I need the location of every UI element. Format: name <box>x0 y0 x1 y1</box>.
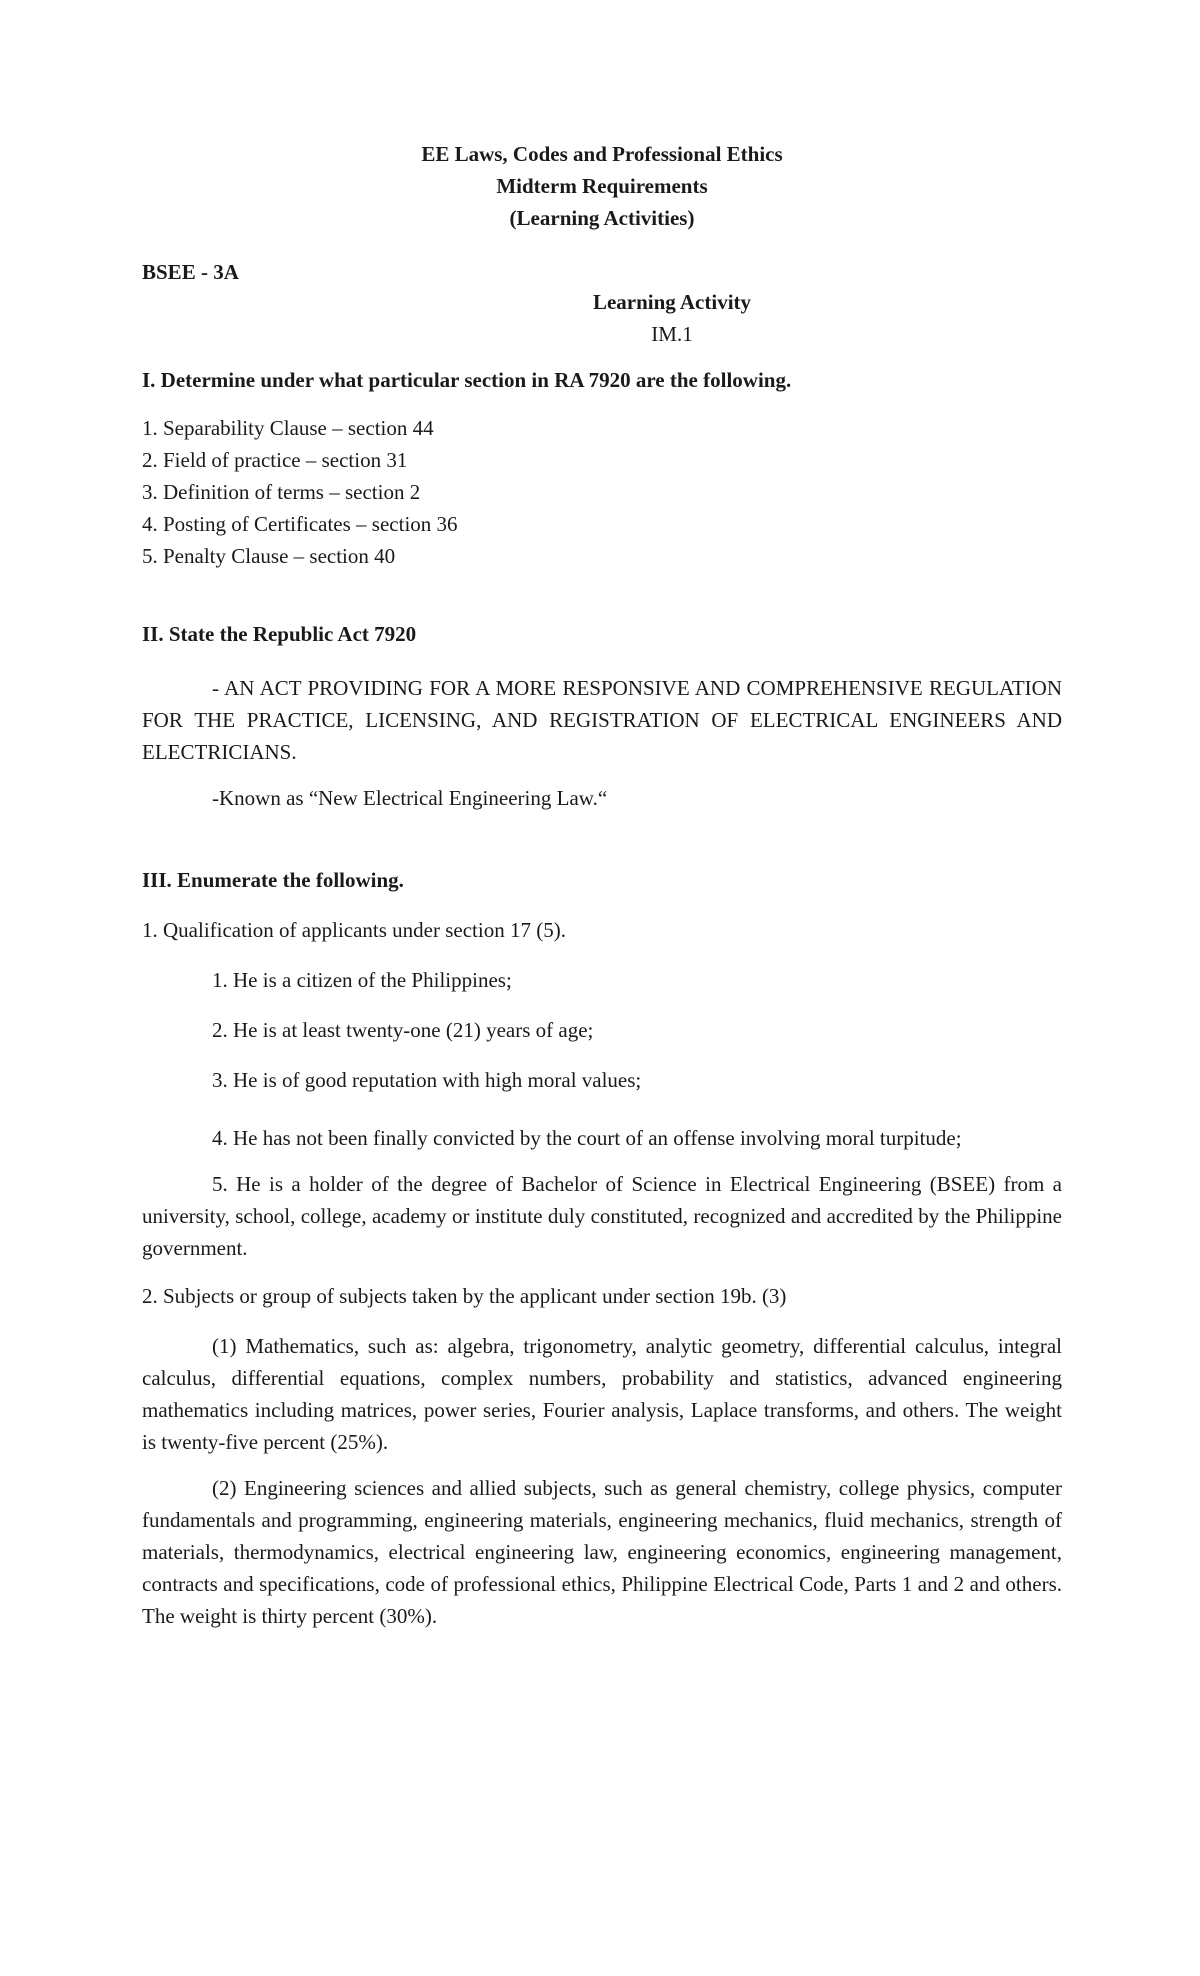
doc-subtitle: Midterm Requirements <box>496 174 708 198</box>
doc-subtitle-2: (Learning Activities) <box>509 206 695 230</box>
list-item: 3. He is of good reputation with high moral values; <box>212 1068 642 1092</box>
part1-heading: I. Determine under what particular section in RA 7920 are the following. <box>142 368 792 392</box>
list-item: 3. Definition of terms – section 2 <box>142 480 421 504</box>
list-item: 1. Separability Clause – section 44 <box>142 416 434 440</box>
q1-list <box>142 964 1062 1264</box>
section-label: BSEE - 3A <box>142 260 239 284</box>
ra-statement: - AN ACT PROVIDING FOR A MORE RESPONSIVE AND COMPREHENSIVE REGULATION FOR THE PRACTICE, LICENSING, AND REGISTRATION OF ELECTRICAL ENGINEERS AND ELECTRICIANS. <box>142 676 1062 764</box>
list-item: 4. He has not been finally convicted by the court of an offense involving moral turpitude; <box>212 1126 962 1150</box>
list-item: 1. He is a citizen of the Philippines; <box>212 968 512 992</box>
activity-code: IM.1 <box>651 322 693 346</box>
part3-heading: III. Enumerate the following. <box>142 868 404 892</box>
known-as: -Known as “New Electrical Engineering Law.“ <box>212 786 608 810</box>
activity-title: Learning Activity <box>592 290 752 314</box>
document-content <box>142 138 1062 1632</box>
doc-title: EE Laws, Codes and Professional Ethics <box>421 142 783 166</box>
list-item: 2. Field of practice – section 31 <box>142 448 408 472</box>
list-item: 5. He is a holder of the degree of Bachelor of Science in Electrical Engineering (BSEE) from a university, school, college, academy or institute duly constituted, recognized and accredited by the Philippine government. <box>142 1172 1062 1260</box>
q1-title: 1. Qualification of applicants under section 17 (5). <box>142 918 566 942</box>
list-item: (2) Engineering sciences and allied subjects, such as general chemistry, college physics, computer fundamentals and programming, engineering materials, engineering mechanics, fluid mechanics, strength of materials, thermodynamics, electrical engineering law, engineering economics, engineering management, contracts and specifications, code of professional ethics, Philippine Electrical Code, Parts 1 and 2 and others. The weight is thirty percent (30%). <box>142 1476 1062 1628</box>
list-item: 5. Penalty Clause – section 40 <box>142 544 396 568</box>
list-item: (1) Mathematics, such as: algebra, trigonometry, analytic geometry, differential calculus, integral calculus, differential equations, complex numbers, probability and statistics, advanced engineering mathematics including matrices, power series, Fourier analysis, Laplace transforms, and others. The weight is twenty-five percent (25%). <box>142 1334 1062 1454</box>
part2-heading: II. State the Republic Act 7920 <box>142 622 417 646</box>
list-item: 4. Posting of Certificates – section 36 <box>142 512 458 536</box>
q2-list <box>142 1330 1062 1632</box>
q2-title: 2. Subjects or group of subjects taken by the applicant under section 19b. (3) <box>142 1284 787 1308</box>
list-item: 2. He is at least twenty-one (21) years of age; <box>212 1018 594 1042</box>
part1-list <box>142 412 1062 572</box>
